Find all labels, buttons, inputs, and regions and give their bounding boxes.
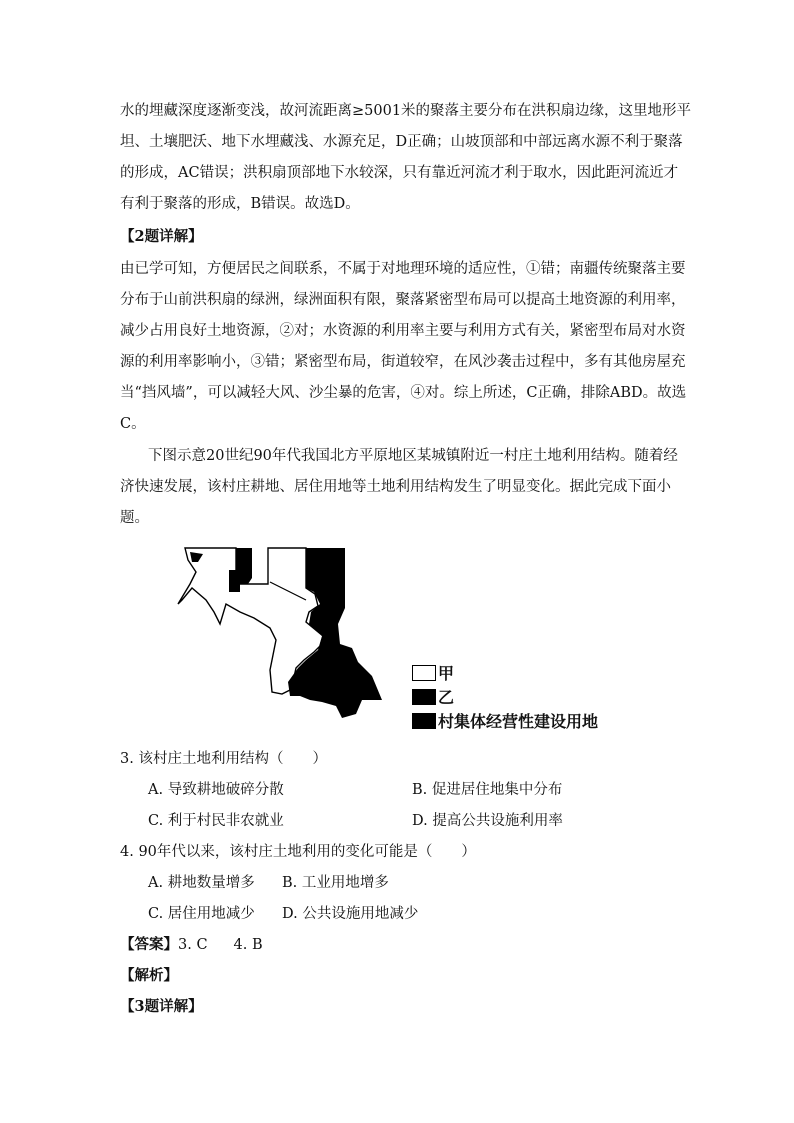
q4-option-a: A. 耕地数量增多 [148,875,255,891]
legend-item-collective [412,712,598,732]
text-line: C。 [120,416,146,432]
text-line: 减少占用良好土地资源，②对；水资源的利用率主要与利用方式有关，紧密型布局对水资 [120,323,686,339]
text-line: 坦、土壤肥沃、地下水埋藏浅、水源充足，D正确；山坡顶部和中部远离水源不利于聚落 [120,134,683,150]
q3-option-d: D. 提高公共设施利用率 [412,813,563,829]
text-line: 下图示意20世纪90年代我国北方平原地区某城镇附近一村庄土地利用结构。随着经 [148,448,678,464]
legend-label: 甲 [438,664,455,683]
text-line: 当“挡风墙”，可以减轻大风、沙尘暴的危害，④对。综上所述，C正确，排除ABD。故选 [120,385,687,401]
text-line: 源的利用率影响小，③错；紧密型布局，街道较窄，在风沙袭击过程中，多有其他房屋充 [120,354,686,370]
q3-option-b: B. 促进居住地集中分布 [412,782,563,798]
q4-option-c: C. 居住用地减少 [148,906,255,922]
text-line: 有利于聚落的形成，B错误。故选D。 [120,196,360,212]
text-line: 水的埋藏深度逐渐变浅，故河流距离≥5001米的聚落主要分布在洪积扇边缘，这里地形平 [120,103,692,119]
legend-item-yi [412,688,454,708]
answer-3: 3. C [178,937,208,953]
text-line: 的形成，AC错误；洪积扇顶部地下水较深，只有靠近河流才利于取水，因此距河流近才 [120,165,679,181]
legend-label: 乙 [438,688,455,707]
text-line: 分布于山前洪积扇的绿洲，绿洲面积有限，聚落紧密型布局可以提高土地资源的利用率， [120,292,686,308]
legend-swatch-black [412,689,436,705]
text-line: 济快速发展，该村庄耕地、居住用地等土地利用结构发生了明显变化。据此完成下面小 [120,479,671,495]
answer-4: 4. B [233,937,263,953]
q3-heading: 【3题详解】 [120,998,203,1015]
q3-stem: 3. 该村庄土地利用结构（ ） [120,751,327,767]
legend-item-jia [412,664,454,684]
legend-swatch-white [412,665,436,681]
legend-swatch-black [412,713,436,729]
q2-heading: 【2题详解】 [120,228,203,245]
analysis-heading: 【解析】 [120,967,178,984]
land-area-yi [229,570,240,592]
q4-option-b: B. 工业用地增多 [282,875,389,891]
q3-option-a: A. 导致耕地破碎分散 [148,782,284,798]
text-line: 题。 [120,510,149,526]
q4-option-d: D. 公共设施用地减少 [282,906,419,922]
q3-option-c: C. 利于村民非农就业 [148,813,284,829]
answer-label: 【答案】 [120,936,178,953]
q4-stem: 4. 90年代以来，该村庄土地利用的变化可能是（ ） [120,844,476,860]
answer-line [120,935,263,955]
text-line: 由已学可知，方便居民之间联系，不属于对地理环境的适应性，①错；南疆传统聚落主要 [120,261,686,277]
legend-label: 村集体经营性建设用地 [438,712,599,731]
